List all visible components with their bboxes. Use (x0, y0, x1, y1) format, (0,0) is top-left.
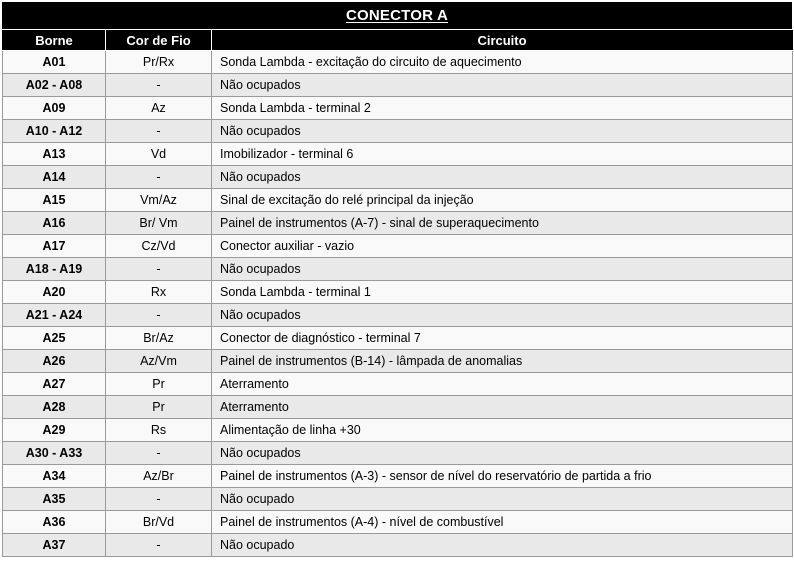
wire-color-cell: - (106, 166, 212, 189)
circuit-cell: Não ocupado (212, 534, 793, 557)
connector-table-container (2, 2, 792, 557)
connector-table (2, 30, 793, 557)
table-title-text: CONECTOR A (345, 7, 448, 24)
borne-cell: A10 - A12 (3, 120, 106, 143)
table-row (3, 235, 793, 258)
table-row (3, 488, 793, 511)
borne-cell: A29 (3, 419, 106, 442)
wire-color-cell: - (106, 120, 212, 143)
wire-color-cell: Pr (106, 396, 212, 419)
table-row (3, 212, 793, 235)
borne-cell: A14 (3, 166, 106, 189)
circuit-cell: Alimentação de linha +30 (212, 419, 793, 442)
wire-color-cell: Az (106, 97, 212, 120)
circuit-cell: Não ocupados (212, 120, 793, 143)
circuit-cell: Sinal de excitação do relé principal da injeção (212, 189, 793, 212)
table-row (3, 281, 793, 304)
wire-color-cell: - (106, 258, 212, 281)
borne-cell: A36 (3, 511, 106, 534)
circuit-cell: Imobilizador - terminal 6 (212, 143, 793, 166)
circuit-cell: Painel de instrumentos (A-4) - nível de combustível (212, 511, 793, 534)
table-row (3, 166, 793, 189)
wire-color-cell: Pr/Rx (106, 51, 212, 74)
wire-color-cell: Br/Vd (106, 511, 212, 534)
wire-color-cell: Rx (106, 281, 212, 304)
borne-cell: A35 (3, 488, 106, 511)
borne-cell: A34 (3, 465, 106, 488)
table-row (3, 373, 793, 396)
wire-color-cell: - (106, 74, 212, 97)
wire-color-cell: - (106, 304, 212, 327)
wire-color-cell: Br/ Vm (106, 212, 212, 235)
borne-cell: A15 (3, 189, 106, 212)
circuit-cell: Não ocupados (212, 166, 793, 189)
table-body (3, 51, 793, 557)
circuit-cell: Aterramento (212, 396, 793, 419)
table-title (2, 2, 792, 30)
borne-cell: A28 (3, 396, 106, 419)
table-row (3, 327, 793, 350)
wire-color-cell: Br/Az (106, 327, 212, 350)
circuit-cell: Sonda Lambda - excitação do circuito de aquecimento (212, 51, 793, 74)
table-row (3, 97, 793, 120)
circuit-cell: Não ocupados (212, 258, 793, 281)
borne-cell: A30 - A33 (3, 442, 106, 465)
wire-color-cell: Rs (106, 419, 212, 442)
circuit-cell: Sonda Lambda - terminal 1 (212, 281, 793, 304)
circuit-cell: Painel de instrumentos (B-14) - lâmpada de anomalias (212, 350, 793, 373)
wire-color-cell: Vd (106, 143, 212, 166)
table-row (3, 442, 793, 465)
borne-cell: A13 (3, 143, 106, 166)
circuit-cell: Sonda Lambda - terminal 2 (212, 97, 793, 120)
table-row (3, 74, 793, 97)
circuit-cell: Não ocupados (212, 304, 793, 327)
table-row (3, 143, 793, 166)
table-row (3, 350, 793, 373)
table-row (3, 304, 793, 327)
circuit-cell: Conector de diagnóstico - terminal 7 (212, 327, 793, 350)
table-row (3, 465, 793, 488)
borne-cell: A37 (3, 534, 106, 557)
wire-color-cell: Cz/Vd (106, 235, 212, 258)
table-row (3, 396, 793, 419)
circuit-cell: Não ocupados (212, 74, 793, 97)
borne-cell: A27 (3, 373, 106, 396)
table-row (3, 51, 793, 74)
circuit-cell: Não ocupado (212, 488, 793, 511)
circuit-cell: Não ocupados (212, 442, 793, 465)
column-header-circuito: Circuito (212, 30, 793, 51)
borne-cell: A01 (3, 51, 106, 74)
wire-color-cell: Az/Br (106, 465, 212, 488)
borne-cell: A02 - A08 (3, 74, 106, 97)
borne-cell: A25 (3, 327, 106, 350)
borne-cell: A21 - A24 (3, 304, 106, 327)
table-row (3, 120, 793, 143)
column-header-cor-de-fio: Cor de Fio (106, 30, 212, 51)
borne-cell: A26 (3, 350, 106, 373)
circuit-cell: Conector auxiliar - vazio (212, 235, 793, 258)
wire-color-cell: - (106, 488, 212, 511)
wire-color-cell: - (106, 534, 212, 557)
column-header-borne: Borne (3, 30, 106, 51)
circuit-cell: Painel de instrumentos (A-3) - sensor de nível do reservatório de partida a frio (212, 465, 793, 488)
wire-color-cell: Vm/Az (106, 189, 212, 212)
wire-color-cell: - (106, 442, 212, 465)
table-row (3, 534, 793, 557)
borne-cell: A16 (3, 212, 106, 235)
table-row (3, 419, 793, 442)
circuit-cell: Painel de instrumentos (A-7) - sinal de superaquecimento (212, 212, 793, 235)
wire-color-cell: Az/Vm (106, 350, 212, 373)
borne-cell: A20 (3, 281, 106, 304)
borne-cell: A17 (3, 235, 106, 258)
table-row (3, 258, 793, 281)
table-row (3, 511, 793, 534)
wire-color-cell: Pr (106, 373, 212, 396)
table-header-row (3, 30, 793, 51)
circuit-cell: Aterramento (212, 373, 793, 396)
borne-cell: A09 (3, 97, 106, 120)
borne-cell: A18 - A19 (3, 258, 106, 281)
table-row (3, 189, 793, 212)
